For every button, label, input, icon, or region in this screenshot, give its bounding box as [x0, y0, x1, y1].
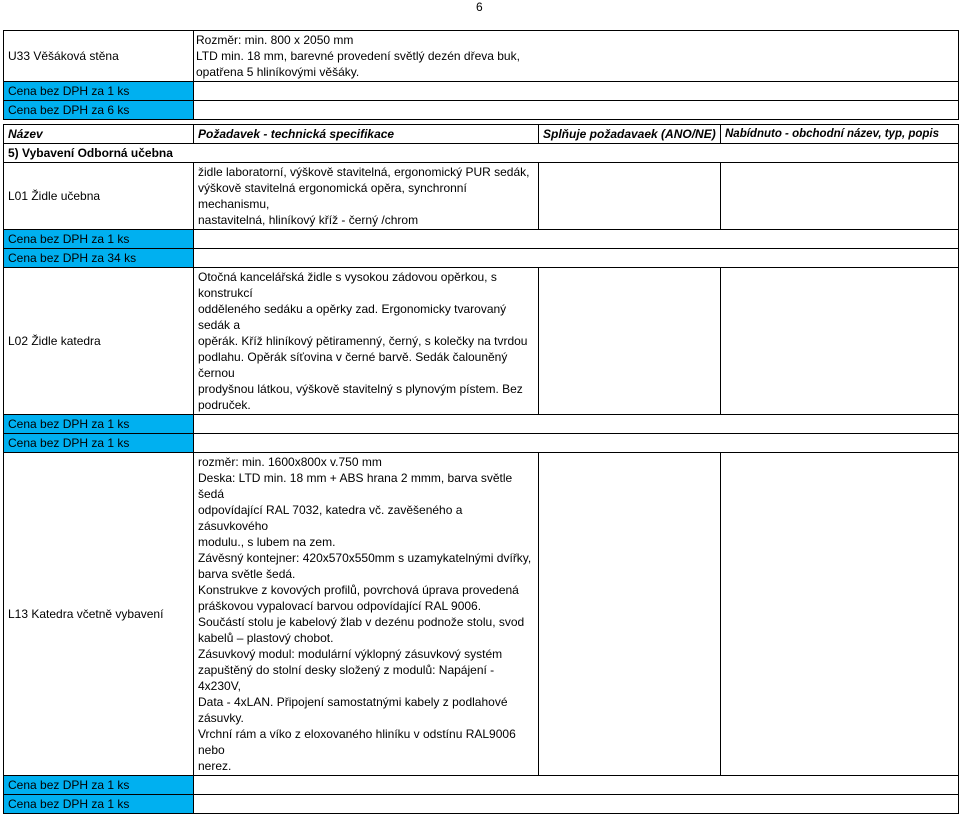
spec-line: područek. — [198, 398, 251, 412]
price-label: Cena bez DPH za 1 ks — [4, 776, 194, 795]
price-row — [4, 249, 959, 268]
price-value[interactable] — [194, 82, 959, 101]
spec-line: kabelů – plastový chobot. — [198, 631, 334, 645]
header-compliance: Splňuje požadavaek (ANO/NE) — [539, 125, 721, 144]
price-label: Cena bez DPH za 1 ks — [4, 795, 194, 814]
spec-line: Data - 4xLAN. Připojení samostatnými kabely z podlahové zásuvky. — [198, 695, 508, 725]
price-label: Cena bez DPH za 1 ks — [4, 82, 194, 101]
item-name: U33 Věšáková stěna — [4, 31, 194, 82]
spec-line: barva světle šedá. — [198, 567, 296, 581]
section-title: 5) Vybavení Odborná učebna — [4, 144, 959, 163]
compliance-cell[interactable] — [539, 453, 721, 776]
header-offered: Nabídnuto - obchodní název, typ, popis — [721, 125, 959, 144]
item-row — [4, 31, 959, 82]
price-value[interactable] — [194, 795, 959, 814]
price-label: Cena bez DPH za 34 ks — [4, 249, 194, 268]
price-value[interactable] — [194, 776, 959, 795]
spec-line: Rozměr: min. 800 x 2050 mm — [196, 33, 354, 47]
offered-cell[interactable] — [721, 268, 959, 415]
price-label: Cena bez DPH za 1 ks — [4, 415, 194, 434]
header-spec: Požadavek - technická specifikace — [194, 125, 539, 144]
price-row — [4, 101, 959, 120]
price-row — [4, 434, 959, 453]
page-number: 6 — [476, 0, 483, 14]
price-label: Cena bez DPH za 1 ks — [4, 230, 194, 249]
spec-line: Zásuvkový modul: modulární výklopný zásuvkový systém — [198, 647, 503, 661]
price-label: Cena bez DPH za 1 ks — [4, 434, 194, 453]
spec-line: opěrák. Kříž hliníkový pětiramenný, černý, s kolečky na tvrdou — [198, 334, 528, 348]
price-row — [4, 776, 959, 795]
spec-line: Součástí stolu je kabelový žlab v dezénu podnože stolu, svod — [198, 615, 525, 629]
header-row — [4, 125, 959, 144]
price-row — [4, 230, 959, 249]
spec-line: modulu., s lubem na zem. — [198, 535, 336, 549]
item-name: L01 Židle učebna — [4, 163, 194, 230]
price-value[interactable] — [194, 434, 959, 453]
spec-line: Závěsný kontejner: 420x570x550mm s uzamykatelnými dvířky, — [198, 551, 532, 565]
offered-cell[interactable] — [721, 163, 959, 230]
spec-line: židle laboratorní, výškově stavitelná, ergonomický PUR sedák, — [198, 165, 530, 179]
price-value[interactable] — [194, 249, 959, 268]
item-name: L13 Katedra včetně vybavení — [4, 453, 194, 776]
item-row — [4, 453, 959, 776]
spec-line: LTD min. 18 mm, barevné provedení světlý dezén dřeva buk, — [196, 49, 520, 63]
spec-line: odděleného sedáku a opěrky zad. Ergonomicky tvarovaný sedák a — [198, 302, 507, 332]
spec-line: výškově stavitelná ergonomická opěra, synchronní mechanismu, — [198, 181, 467, 211]
spec-line: nastavitelná, hliníkový kříž - černý /chrom — [198, 213, 419, 227]
item-row — [4, 268, 959, 415]
spec-line: práškovou vypalovací barvou odpovídající RAL 9006. — [198, 599, 482, 613]
price-label: Cena bez DPH za 6 ks — [4, 101, 194, 120]
compliance-cell[interactable] — [539, 163, 721, 230]
compliance-cell[interactable] — [539, 268, 721, 415]
spec-line: podlahu. Opěrák síťovina v černé barvě. Sedák čalouněný černou — [198, 350, 508, 380]
item-table-u33 — [3, 30, 959, 120]
section-row — [4, 144, 959, 163]
spec-line: opatřena 5 hliníkovými věšáky. — [196, 65, 360, 79]
header-name: Název — [4, 125, 194, 144]
price-row — [4, 82, 959, 101]
spec-line: Vrchní rám a víko z eloxovaného hliníku v odstínu RAL9006 nebo — [198, 727, 516, 757]
item-spec — [194, 31, 959, 82]
spec-line: Konstrukve z kovových profilů, povrchová úprava provedená — [198, 583, 519, 597]
offered-cell[interactable] — [721, 453, 959, 776]
price-value[interactable] — [194, 230, 959, 249]
item-spec — [194, 163, 539, 230]
spec-line: Otočná kancelářská židle s vysokou zádovou opěrkou, s konstrukcí — [198, 270, 497, 300]
item-spec — [194, 268, 539, 415]
spec-line: nerez. — [198, 759, 232, 773]
item-name: L02 Židle katedra — [4, 268, 194, 415]
spec-line: Deska: LTD min. 18 mm + ABS hrana 2 mmm, barva světle šedá — [198, 471, 513, 501]
price-value[interactable] — [194, 101, 959, 120]
spec-line: prodyšnou látkou, výškově stavitelný s plynovým pístem. Bez — [198, 382, 523, 396]
item-spec — [194, 453, 539, 776]
item-row — [4, 163, 959, 230]
spec-line: rozměr: min. 1600x800x v.750 mm — [198, 455, 382, 469]
price-row — [4, 415, 959, 434]
price-row — [4, 795, 959, 814]
main-table — [3, 124, 959, 814]
spec-line: zapuštěný do stolní desky složený z modulů: Napájení - 4x230V, — [198, 663, 495, 693]
spec-line: odpovídající RAL 7032, katedra vč. zavěšeného a zásuvkového — [198, 503, 463, 533]
price-value[interactable] — [194, 415, 959, 434]
